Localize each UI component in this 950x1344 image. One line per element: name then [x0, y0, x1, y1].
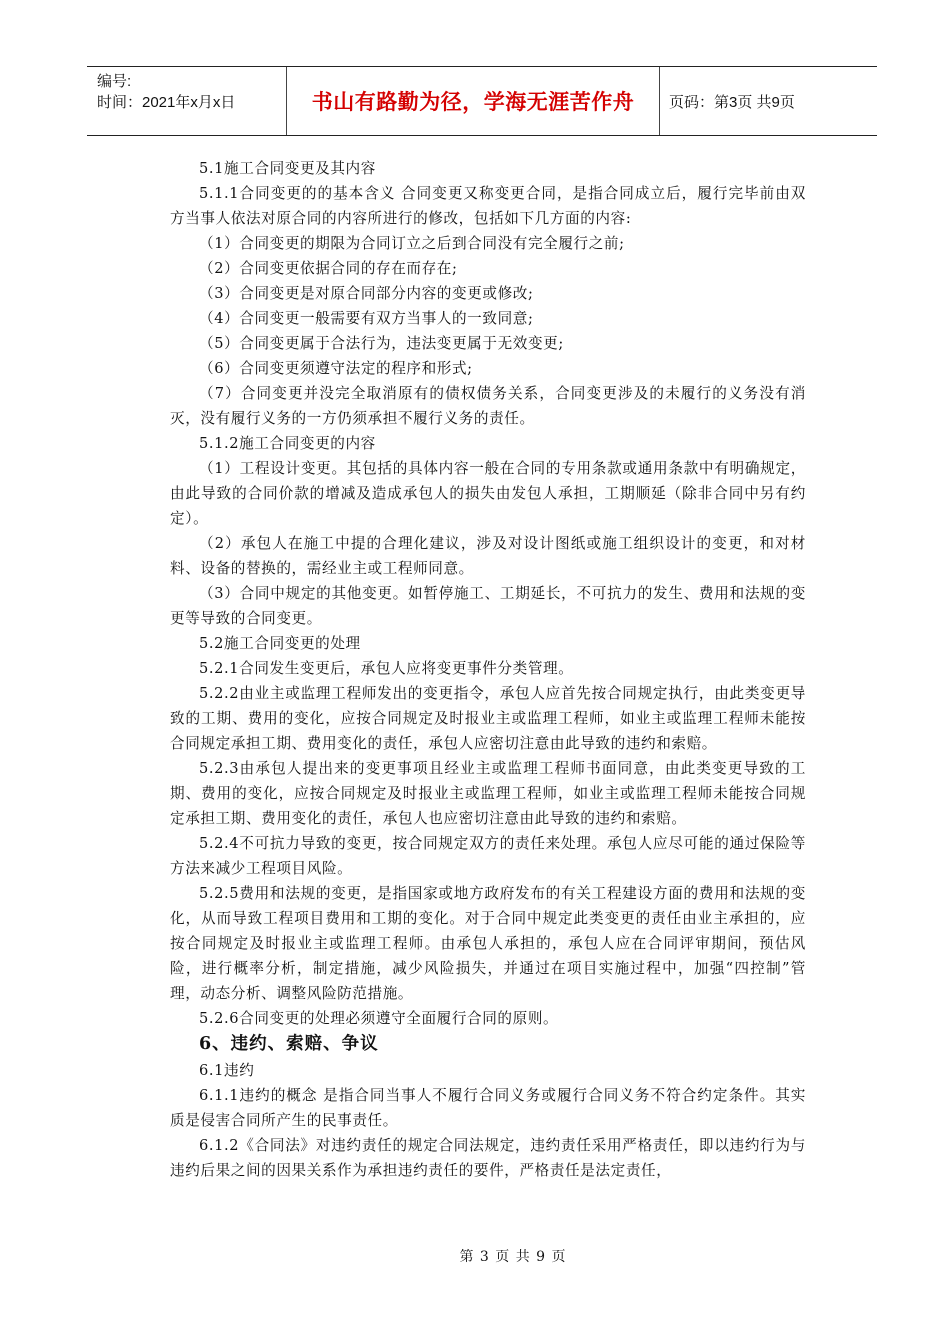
chapter-heading: 6、违约、索赔、争议 [199, 1034, 379, 1054]
list-item: （2）合同变更依据合同的存在而存在; [199, 260, 458, 277]
paragraph: 5.2.3由承包人提出来的变更事项且经业主或监理工程师书面同意，由此类变更导致的工期、费用的变化，应按合同规定及时报业主或监理工程师，如业主或监理工程师未能按合同规定承担工期、费用变化的责任，承包人也应密切注意由此导致的违约和索赔。 [170, 760, 806, 827]
section-heading: 5.1施工合同变更及其内容 [199, 160, 376, 177]
document-header [87, 66, 877, 136]
section-heading: 6.1违约 [199, 1062, 255, 1079]
paragraph: 6.1.1违约的概念 是指合同当事人不履行合同义务或履行合同义务不符合约定条件。其实质是侵害合同所产生的民事责任。 [170, 1087, 806, 1129]
list-item: （3）合同中规定的其他变更。如暂停施工、工期延长，不可抗力的发生、费用和法规的变更等导致的合同变更。 [170, 585, 806, 627]
section-heading: 5.2施工合同变更的处理 [199, 635, 361, 652]
page-footer [0, 1246, 950, 1266]
list-item: （7）合同变更并没完全取消原有的债权债务关系，合同变更涉及的未履行的义务没有消灭，没有履行义务的一方仍须承担不履行义务的责任。 [170, 385, 806, 427]
header-meta [87, 67, 287, 135]
paragraph: 5.2.6合同变更的处理必须遵守全面履行合同的原则。 [199, 1010, 559, 1027]
list-item: （3）合同变更是对原合同部分内容的变更或修改; [199, 285, 534, 302]
serial-number-label: 编号: [97, 73, 132, 90]
paragraph: 5.2.2由业主或监理工程师发出的变更指令，承包人应首先按合同规定执行，由此类变更导致的工期、费用的变化，应按合同规定及时报业主或监理工程师，如业主或监理工程师未能按合同规定承担工期、费用变化的责任，承包人应密切注意由此导致的违约和索赔。 [170, 685, 806, 752]
list-item: （1）工程设计变更。其包括的具体内容一般在合同的专用条款或通用条款中有明确规定，由此导致的合同价款的增减及造成承包人的损失由发包人承担，工期顺延（除非合同中另有约定）。 [170, 460, 806, 527]
header-motto: 书山有路勤为径，学海无涯苦作舟 [287, 67, 660, 135]
list-item: （2）承包人在施工中提的合理化建议，涉及对设计图纸或施工组织设计的变更，和对材料、设备的替换的，需经业主或工程师同意。 [170, 535, 806, 577]
list-item: （1）合同变更的期限为合同订立之后到合同没有完全履行之前; [199, 235, 625, 252]
list-item: （4）合同变更一般需要有双方当事人的一致同意; [199, 310, 534, 327]
paragraph: 6.1.2《合同法》对违约责任的规定合同法规定，违约责任采用严格责任，即以违约行为与违约后果之间的因果关系作为承担违约责任的要件，严格责任是法定责任， [170, 1137, 806, 1179]
date-label: 时间：2021年x月x日 [97, 94, 236, 111]
section-heading: 5.1.2施工合同变更的内容 [199, 435, 376, 452]
paragraph: 5.1.1合同变更的的基本含义 合同变更又称变更合同，是指合同成立后，履行完毕前由双方当事人依法对原合同的内容所进行的修改，包括如下几方面的内容: [170, 185, 806, 227]
header-page-number: 页码：第3页 共9页 [669, 93, 795, 111]
paragraph: 5.2.4不可抗力导致的变更，按合同规定双方的责任来处理。承包人应尽可能的通过保险等方法来减少工程项目风险。 [170, 835, 806, 877]
footer-page-number: 第 3 页 共 9 页 [459, 1249, 567, 1265]
paragraph: 5.2.5费用和法规的变更，是指国家或地方政府发布的有关工程建设方面的费用和法规的变化，从而导致工程项目费用和工期的变化。对于合同中规定此类变更的责任由业主承担的，应按合同规定及时报业主或监理工程师。由承包人承担的，承包人应在合同评审期间，预估风险，进行概率分析，制定措施，减少风险损失，并通过在项目实施过程中，加强“四控制”管理，动态分析、调整风险防范措施。 [170, 885, 806, 1002]
list-item: （5）合同变更属于合法行为，违法变更属于无效变更; [199, 335, 564, 352]
list-item: （6）合同变更须遵守法定的程序和形式; [199, 360, 473, 377]
document-body [170, 156, 806, 1183]
paragraph: 5.2.1合同发生变更后，承包人应将变更事件分类管理。 [199, 660, 574, 677]
